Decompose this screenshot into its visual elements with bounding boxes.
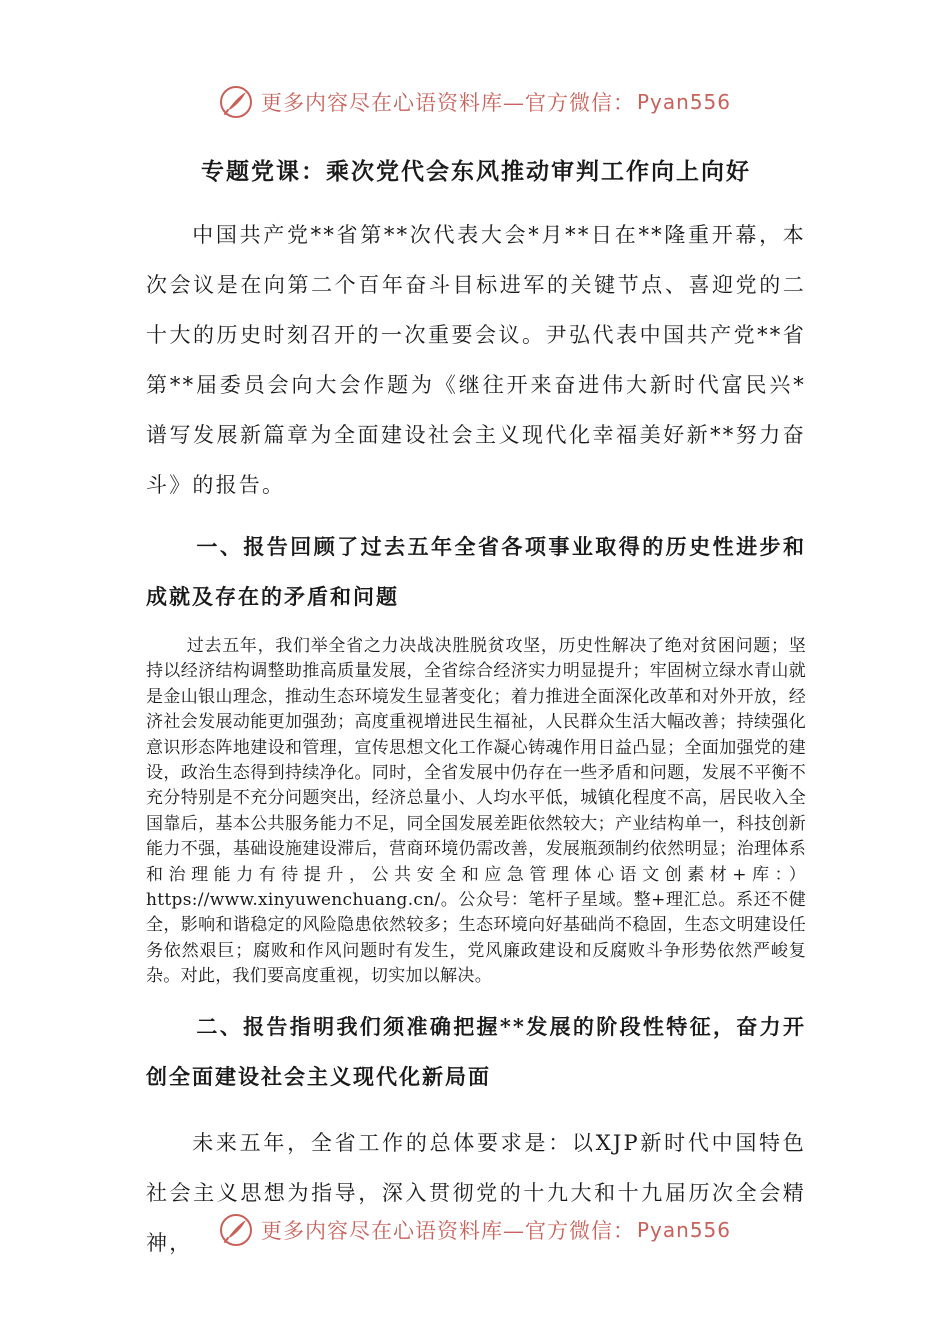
section1-paragraph: 过去五年，我们举全省之力决战决胜脱贫攻坚，历史性解决了绝对贫困问题；坚持以经济结构调整助推高质量发展，全省综合经济实力明显提升；牢固树立绿水青山就是金山银山理念，推动生态环境发生显著变化；着力推进全面深化改革和对外开放，经济社会发展动能更加强劲；高度重视增进民生福祉，人民群众生活大幅改善；持续强化意识形态阵地建设和管理，宣传思想文化工作凝心铸魂作用日益凸显；全面加强党的建设，政治生态得到持续净化。同时，全省发展中仍存在一些矛盾和问题，发展不平衡不充分特别是不充分问题突出，经济总量小、人均水平低，城镇化程度不高，居民收入全国靠后，基本公共服务能力不足，同全国发展差距依然较大；产业结构单一，科技创新能力不强，基础设施建设滞后，营商环境仍需改善，发展瓶颈制约依然明显；治理体系和治理能力有待提升，公共安全和应急管理体心语文创素材+库：）https://www.xinyuwenchuang.cn/。公众号：笔杆子星域。整+理汇总。系还不健全，影响和谐稳定的风险隐患依然较多；生态环境向好基础尚不稳固，生态文明建设任务依然艰巨；腐败和作风问题时有发生，党风廉政建设和反腐败斗争形势依然严峻复杂。对此，我们要高度重视，切实加以解决。: [146, 636, 806, 987]
footer-banner: [0, 1208, 950, 1252]
section1-heading: 一、报告回顾了过去五年全省各项事业取得的历史性进步和成就及存在的矛盾和问题: [146, 534, 806, 609]
banner-text: 更多内容尽在心语资料库—官方微信：: [260, 1219, 635, 1243]
banner-text: 更多内容尽在心语资料库—官方微信：: [260, 91, 635, 115]
intro-paragraph: 中国共产党**省第**次代表大会*月**日在**隆重开幕，本次会议是在向第二个百年奋斗目标进军的关键节点、喜迎党的二十大的历史时刻召开的一次重要会议。尹弘代表中国共产党**省第**届委员会向大会作题为《继往开来奋进伟大新时代富民兴*谱写发展新篇章为全面建设社会主义现代化幸福美好新**努力奋斗》的报告。: [146, 223, 806, 497]
document-title: 专题党课：乘次党代会东风推动审判工作向上向好: [201, 158, 751, 185]
quill-pen-logo-icon: [219, 1213, 253, 1247]
section2-heading: 二、报告指明我们须准确把握**发展的阶段性特征，奋力开创全面建设社会主义现代化新局面: [146, 1013, 806, 1089]
quill-pen-logo-icon: [219, 85, 253, 119]
banner-wechat-id: Pyan556: [636, 1218, 731, 1242]
document-body: [146, 150, 806, 1268]
section2-paragraph: 未来五年，全省工作的总体要求是：以XJP新时代中国特色社会主义思想为指导，深入贯彻党的十九大和十九届历次全会精神，: [146, 1130, 806, 1255]
header-banner: [0, 80, 950, 124]
banner-wechat-id: Pyan556: [636, 90, 731, 114]
